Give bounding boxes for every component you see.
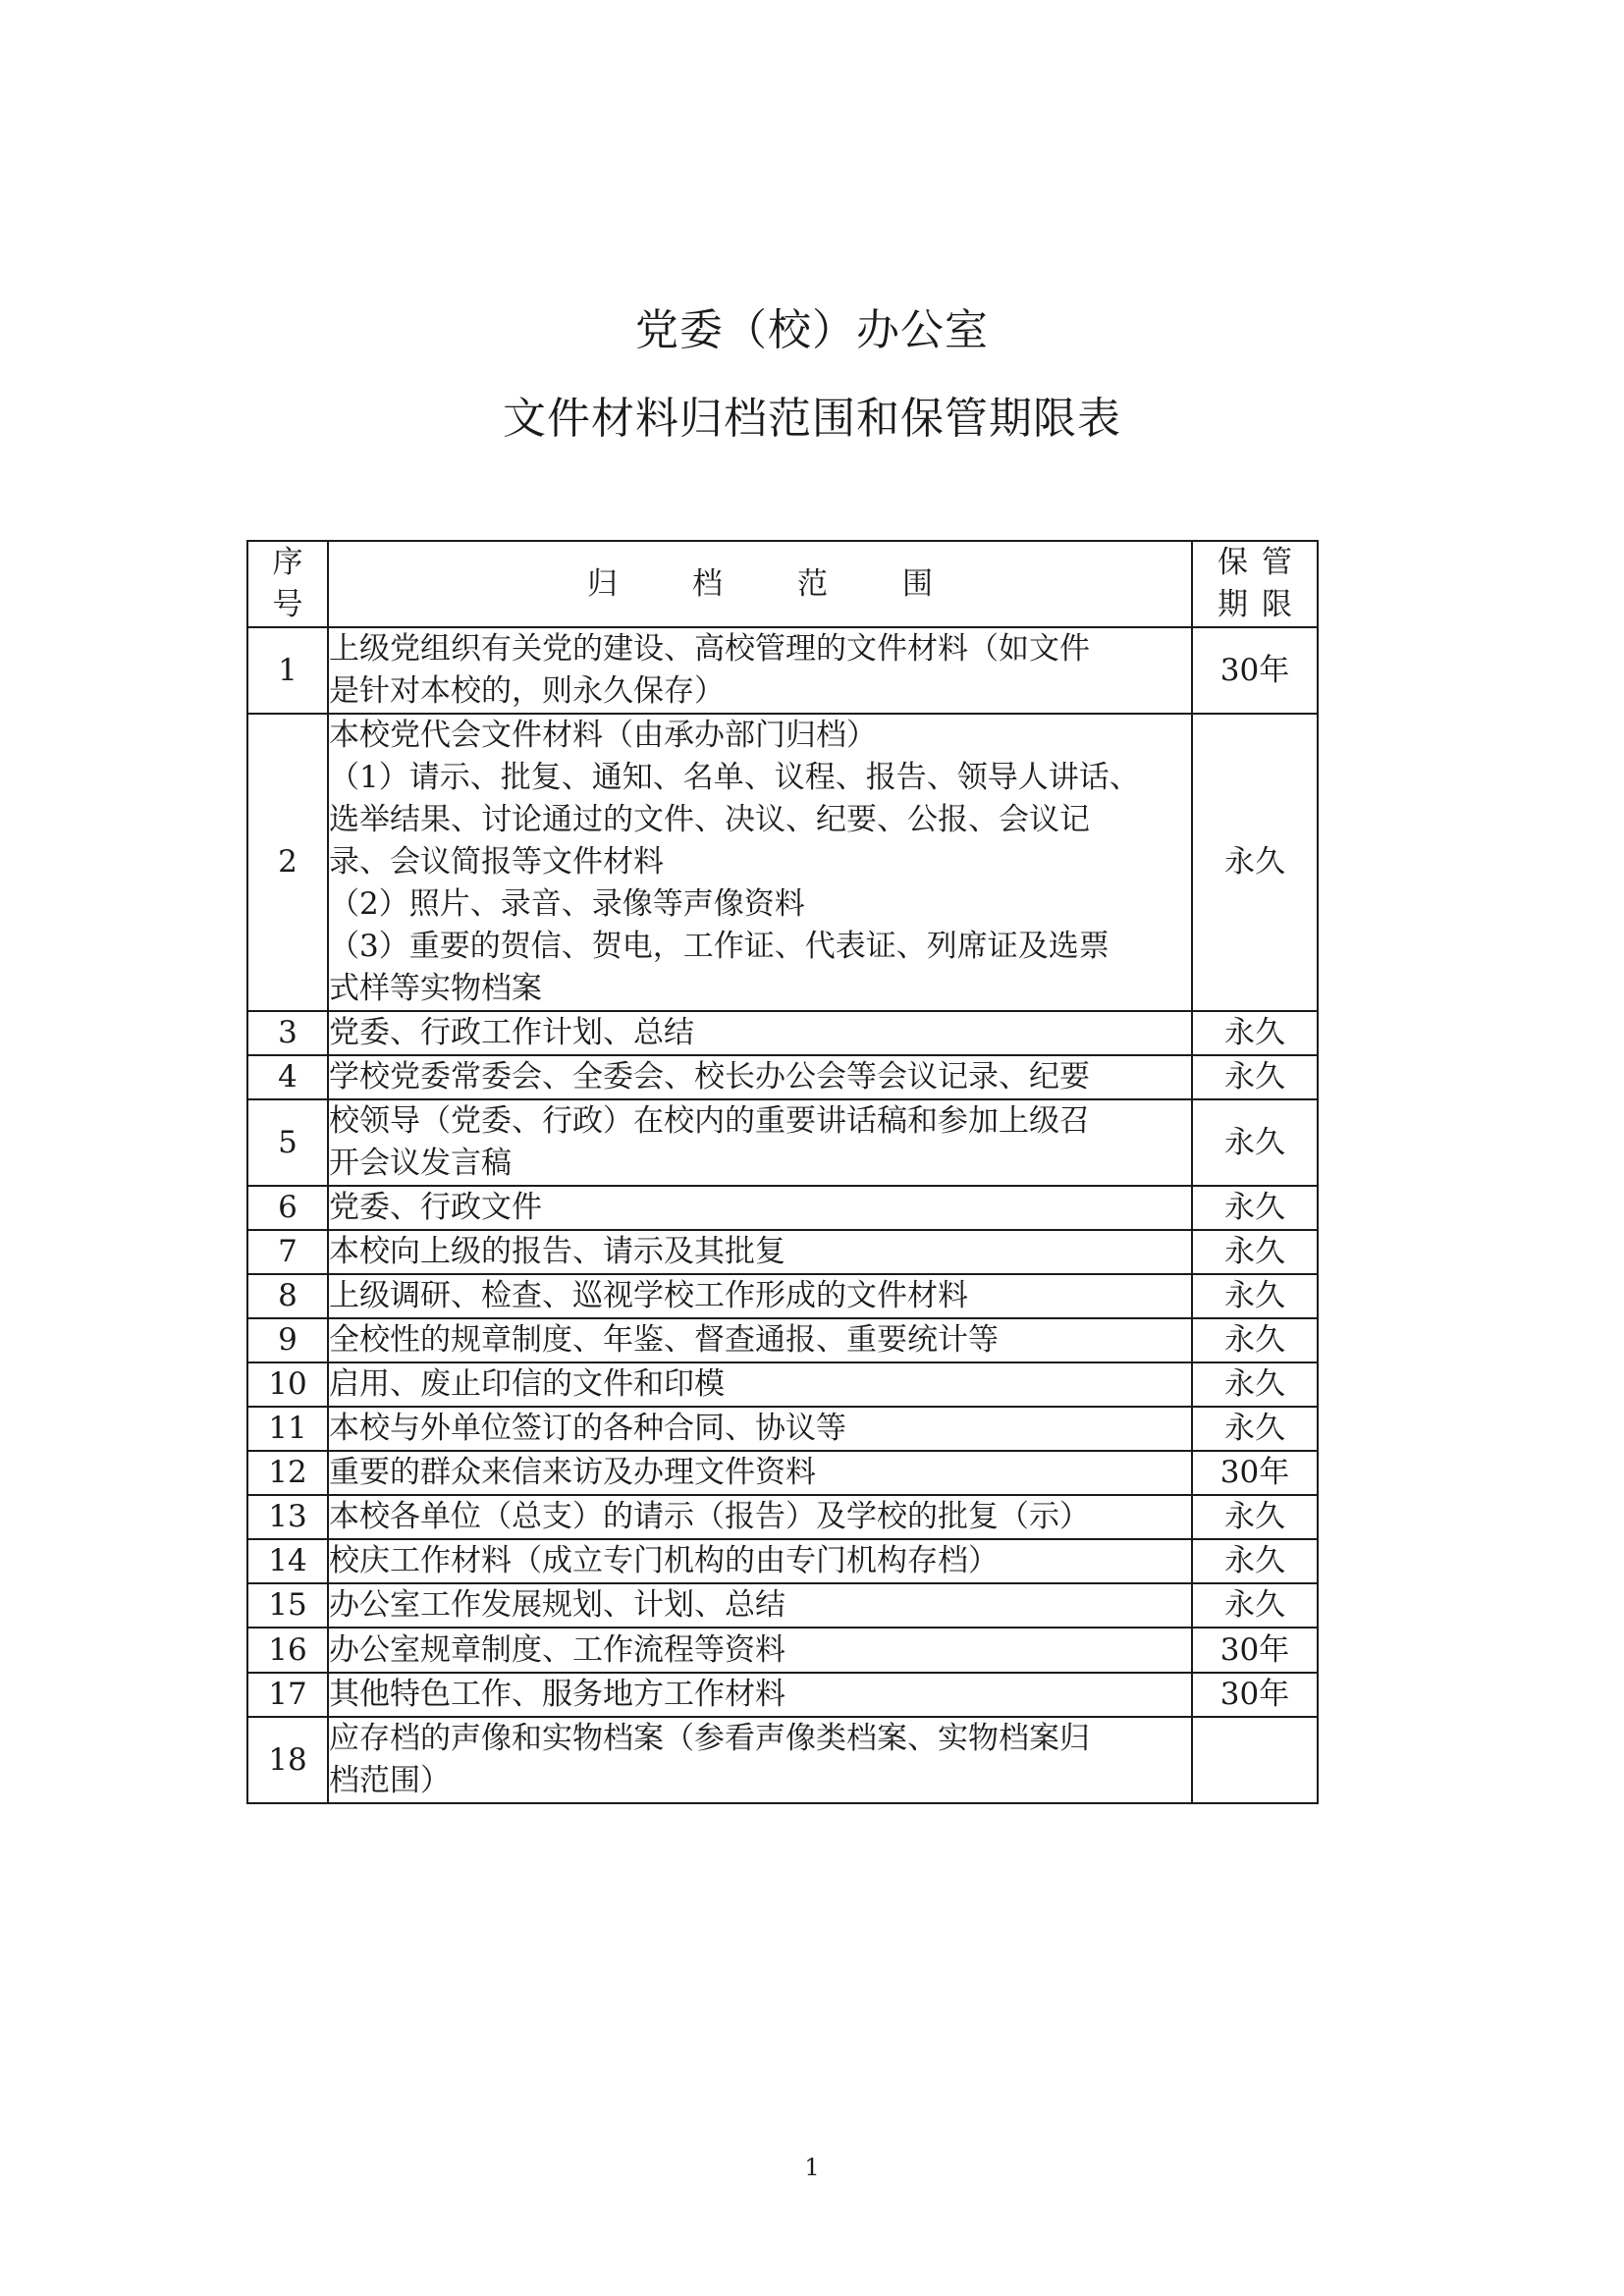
table-row (247, 1318, 1318, 1362)
row-retention-period: 永久 (1192, 1362, 1318, 1407)
row-retention-period: 永久 (1192, 1230, 1318, 1274)
header-scope-char: 围 (902, 565, 933, 602)
row-archive-scope (328, 1628, 1192, 1673)
scope-text-line: 本校各单位（总支）的请示（报告）及学校的批复（示） (329, 1499, 1090, 1534)
row-serial-number: 14 (247, 1539, 328, 1583)
scope-text-line: 开会议发言稿 (329, 1146, 512, 1181)
scope-text-line: 本校向上级的报告、请示及其批复 (329, 1234, 785, 1269)
table-row (247, 1362, 1318, 1407)
scope-text-line: 本校与外单位签订的各种合同、协议等 (329, 1411, 846, 1446)
row-archive-scope (328, 1673, 1192, 1717)
row-serial-number: 17 (247, 1673, 328, 1717)
table-row (247, 1011, 1318, 1055)
table-row (247, 1628, 1318, 1673)
table-row (247, 1407, 1318, 1451)
table-row (247, 1055, 1318, 1099)
scope-text-line: 学校党委常委会、全委会、校长办公会等会议记录、纪要 (329, 1059, 1090, 1095)
table-row (247, 1539, 1318, 1583)
table-body (247, 627, 1318, 1803)
table-row (247, 1099, 1318, 1186)
scope-text-line: 录、会议简报等文件材料 (329, 844, 664, 880)
row-archive-scope (328, 1011, 1192, 1055)
row-archive-scope (328, 1230, 1192, 1274)
scope-text-line: 档范围） (329, 1763, 451, 1798)
scope-text-line: 是针对本校的，则永久保存） (329, 673, 725, 709)
table-row (247, 1495, 1318, 1539)
header-period-line: 期限 (1218, 587, 1306, 622)
header-serial-number (247, 541, 328, 627)
scope-text-line: （3）重要的贺信、贺电，工作证、代表证、列席证及选票 (329, 929, 1110, 964)
header-scope-char: 档 (692, 565, 723, 602)
row-archive-scope (328, 1362, 1192, 1407)
table-row (247, 627, 1318, 714)
table-row (247, 1451, 1318, 1495)
scope-text-line: 党委、行政工作计划、总结 (329, 1015, 694, 1050)
table-row (247, 1673, 1318, 1717)
header-period-line: 保管 (1218, 545, 1306, 580)
row-archive-scope (328, 1318, 1192, 1362)
row-serial-number: 12 (247, 1451, 328, 1495)
row-serial-number: 5 (247, 1099, 328, 1186)
scope-text-line: 办公室规章制度、工作流程等资料 (329, 1631, 785, 1668)
table-row (247, 1274, 1318, 1318)
scope-text-line: 式样等实物档案 (329, 971, 542, 1006)
row-serial-number: 10 (247, 1362, 328, 1407)
row-retention-period: 永久 (1192, 1495, 1318, 1539)
row-serial-number: 7 (247, 1230, 328, 1274)
scope-text-line: 校庆工作材料（成立专门机构的由专门机构存档） (329, 1543, 999, 1578)
header-archive-scope (328, 541, 1192, 627)
scope-text-line: 应存档的声像和实物档案（参看声像类档案、实物档案归 (329, 1721, 1090, 1756)
header-serial-char: 号 (272, 587, 303, 622)
row-retention-period: 永久 (1192, 714, 1318, 1011)
row-archive-scope (328, 1495, 1192, 1539)
table-row (247, 1230, 1318, 1274)
row-serial-number: 18 (247, 1717, 328, 1803)
scope-text-line: 启用、废止印信的文件和印模 (329, 1366, 725, 1402)
scope-text-line: 办公室工作发展规划、计划、总结 (329, 1587, 785, 1623)
table-row (247, 1717, 1318, 1803)
header-scope-char: 范 (797, 565, 828, 602)
scope-text-line: 党委、行政文件 (329, 1190, 542, 1225)
header-scope-char: 归 (587, 565, 618, 602)
header-retention-period (1192, 541, 1318, 627)
row-archive-scope (328, 1539, 1192, 1583)
row-retention-period: 永久 (1192, 1318, 1318, 1362)
row-archive-scope (328, 1099, 1192, 1186)
row-archive-scope (328, 1407, 1192, 1451)
table-row (247, 1186, 1318, 1230)
row-retention-period: 30年 (1192, 1451, 1318, 1495)
row-archive-scope (328, 1451, 1192, 1495)
scope-text-line: 重要的群众来信来访及办理文件资料 (329, 1455, 816, 1490)
row-serial-number: 11 (247, 1407, 328, 1451)
document-title: 党委（校）办公室 (635, 305, 989, 355)
row-serial-number: 16 (247, 1628, 328, 1673)
row-archive-scope (328, 627, 1192, 714)
row-archive-scope (328, 1055, 1192, 1099)
row-archive-scope (328, 1274, 1192, 1318)
scope-text-line: 其他特色工作、服务地方工作材料 (329, 1677, 785, 1712)
table-header-row (247, 541, 1318, 627)
scope-text-line: （2）照片、录音、录像等声像资料 (329, 886, 805, 922)
row-retention-period: 永久 (1192, 1055, 1318, 1099)
archive-scope-table (246, 540, 1319, 1804)
row-retention-period: 永久 (1192, 1539, 1318, 1583)
row-serial-number: 1 (247, 627, 328, 714)
row-serial-number: 8 (247, 1274, 328, 1318)
table-row (247, 714, 1318, 1011)
row-retention-period (1192, 1717, 1318, 1803)
row-retention-period: 永久 (1192, 1583, 1318, 1628)
row-retention-period: 永久 (1192, 1011, 1318, 1055)
row-serial-number: 3 (247, 1011, 328, 1055)
row-retention-period: 永久 (1192, 1274, 1318, 1318)
table-row (247, 1583, 1318, 1628)
scope-text-line: 上级调研、检查、巡视学校工作形成的文件材料 (329, 1278, 968, 1313)
row-retention-period: 30年 (1192, 1628, 1318, 1673)
row-retention-period: 30年 (1192, 1673, 1318, 1717)
document-subtitle: 文件材料归档范围和保管期限表 (503, 394, 1121, 444)
row-archive-scope (328, 1717, 1192, 1803)
row-serial-number: 4 (247, 1055, 328, 1099)
row-archive-scope (328, 1186, 1192, 1230)
scope-text-line: 选举结果、讨论通过的文件、决议、纪要、公报、会议记 (329, 802, 1090, 837)
scope-text-line: 全校性的规章制度、年鉴、督查通报、重要统计等 (329, 1322, 999, 1358)
row-serial-number: 13 (247, 1495, 328, 1539)
row-retention-period: 永久 (1192, 1407, 1318, 1451)
scope-text-line: 校领导（党委、行政）在校内的重要讲话稿和参加上级召 (329, 1103, 1090, 1139)
row-retention-period: 30年 (1192, 627, 1318, 714)
row-archive-scope (328, 714, 1192, 1011)
scope-text-line: 本校党代会文件材料（由承办部门归档） (329, 718, 877, 753)
row-archive-scope (328, 1583, 1192, 1628)
row-retention-period: 永久 (1192, 1099, 1318, 1186)
page-number: 1 (804, 2154, 820, 2181)
row-serial-number: 9 (247, 1318, 328, 1362)
scope-text-line: 上级党组织有关党的建设、高校管理的文件材料（如文件 (329, 631, 1090, 667)
scope-text-line: （1）请示、批复、通知、名单、议程、报告、领导人讲话、 (329, 760, 1140, 795)
row-serial-number: 2 (247, 714, 328, 1011)
row-retention-period: 永久 (1192, 1186, 1318, 1230)
row-serial-number: 6 (247, 1186, 328, 1230)
row-serial-number: 15 (247, 1583, 328, 1628)
header-serial-char: 序 (272, 545, 303, 580)
